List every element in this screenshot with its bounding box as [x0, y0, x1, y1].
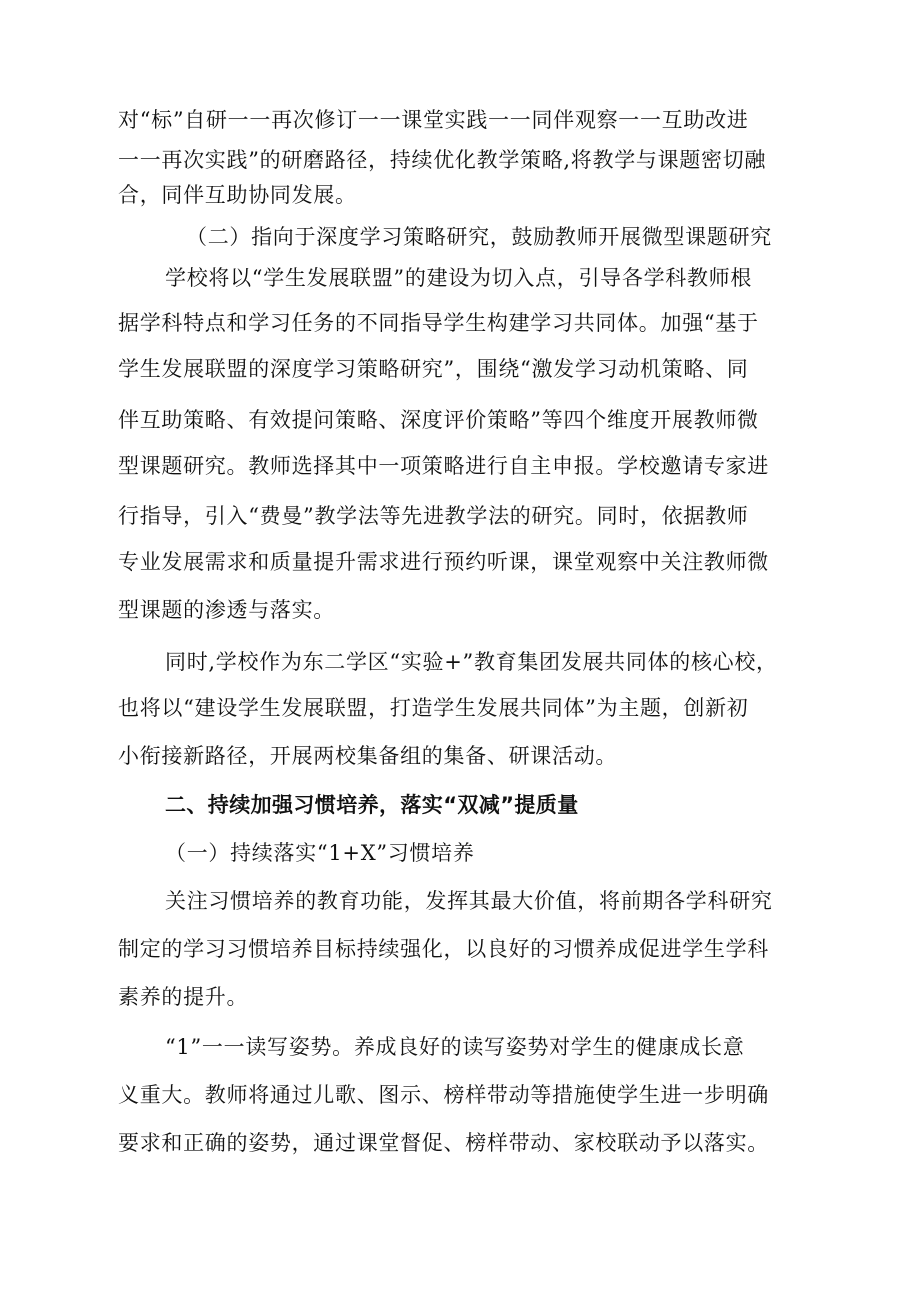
body-text-line: 行指导，引入“费曼”教学法等先进教学法的研究。同时，依据教师	[118, 504, 749, 528]
body-text-line: 一一再次实践”的研磨路径，持续优化教学策略,将教学与课题密切融	[118, 148, 767, 172]
body-text-line: 也将以“建设学生发展联盟，打造学生发展共同体”为主题，创新初	[118, 696, 749, 720]
body-text-line: “1”一一读写姿势。养成良好的读写姿势对学生的健康成长意	[165, 1035, 745, 1059]
body-text-line: 型课题的渗透与落实。	[118, 598, 335, 622]
body-text-line: 专业发展需求和质量提升需求进行预约听课，课堂观察中关注教师微	[118, 550, 769, 574]
body-text-line: 小衔接新路径，开展两校集备组的集备、研课活动。	[118, 744, 618, 768]
subheading-two: （二）指向于深度学习策略研究，鼓励教师开展微型课题研究	[186, 225, 772, 249]
body-text-line: 型课题研究。教师选择其中一项策略进行自主申报。学校邀请专家进	[118, 454, 769, 478]
body-text-line: 据学科特点和学习任务的不同指导学生构建学习共同体。加强“基于	[118, 311, 759, 335]
body-text-line: 素养的提升。	[118, 985, 249, 1009]
body-text-line: 合，同伴互助协同发展。	[118, 183, 357, 207]
body-text-line: 学生发展联盟的深度学习策略研究”，围绕“激发学习动机策略、同	[118, 357, 749, 381]
body-text-line: 对“标”自研一一再次修订一一课堂实践一一同伴观察一一互助改进	[118, 108, 749, 132]
body-text-line: 义重大。教师将通过儿歌、图示、榜样带动等措施使学生进一步明确	[118, 1083, 769, 1107]
body-text-line: 制定的学习习惯培养目标持续强化，以良好的习惯养成促进学生学科	[118, 937, 769, 961]
subheading-one: （一）持续落实“1+X”习惯培养	[165, 841, 475, 865]
body-text-line: 关注习惯培养的教育功能，发挥其最大价值，将前期各学科研究	[165, 889, 773, 913]
body-text-line: 要求和正确的姿势，通过课堂督促、榜样带动、家校联动予以落实。	[118, 1131, 769, 1155]
body-text-line: 学校将以“学生发展联盟”的建设为切入点，引导各学科教师根	[165, 266, 753, 290]
section-heading-two: 二、持续加强习惯培养，落实“双减”提质量	[165, 793, 579, 817]
body-text-line: 伴互助策略、有效提问策略、深度评价策略”等四个维度开展教师微	[118, 408, 759, 432]
body-text-line: 同时,学校作为东二学区“实验+”教育集团发展共同体的核心校，	[165, 650, 778, 674]
